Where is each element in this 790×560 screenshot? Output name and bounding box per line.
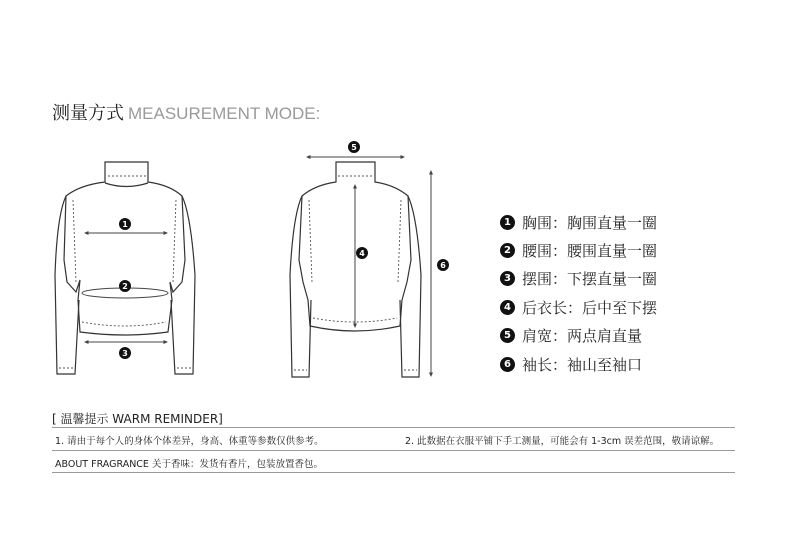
marker-4: 4 [359,249,365,258]
marker-2: 2 [122,282,128,291]
legend-item-back-length [500,293,657,321]
legend-name: 袖长 [522,355,553,374]
reminder-note-3: ABOUT FRAGRANCE 关于香味：发货有香片，包装放置香包。 [55,459,323,470]
legend-description: 袖山至袖口 [567,355,643,374]
legend-item-sleeve [500,350,657,378]
legend-number: 5 [500,328,515,343]
marker-6: 6 [440,261,446,270]
divider [52,450,735,451]
legend-separator: ： [552,327,568,346]
legend-separator: ： [567,298,583,317]
front-stitching [59,176,191,368]
legend-item-hem [500,265,657,293]
reminder-note-1: 1. 请由于每个人的身体个体差异，身高、体重等参数仅供参考。 [55,436,324,447]
divider [52,427,735,428]
legend-description: 腰围直量一圈 [567,242,658,261]
marker-3: 3 [122,349,128,358]
legend-description: 后中至下摆 [582,298,658,317]
reminder-heading: [ 温馨提示 WARM REMINDER] [52,412,223,426]
legend-number: 6 [500,357,515,372]
legend-name: 腰围 [522,242,553,261]
legend-description: 胸围直量一圈 [567,213,658,232]
legend-name: 胸围 [522,213,553,232]
legend-number: 3 [500,271,515,286]
reminder-note-2: 2. 此数据在衣服平铺下手工测量，可能会有 1-3cm 误差范围，敬请谅解。 [405,436,720,447]
legend-separator: ： [552,355,568,374]
legend-separator: ： [552,213,568,232]
measurement-legend [500,208,657,378]
legend-name: 肩宽 [522,327,553,346]
legend-number: 4 [500,300,515,315]
divider [52,472,735,473]
legend-name: 摆围 [522,270,553,289]
legend-description: 两点肩直量 [567,327,643,346]
legend-name: 后衣长 [522,298,568,317]
marker-5: 5 [351,143,357,152]
legend-number: 1 [500,215,515,230]
legend-description: 下摆直量一圈 [567,270,658,289]
legend-item-shoulder [500,322,657,350]
legend-item-waist [500,236,657,264]
marker-1: 1 [122,220,128,229]
legend-item-chest [500,208,657,236]
legend-separator: ： [552,242,568,261]
legend-separator: ： [552,270,568,289]
title-cn: 测量方式 [52,103,124,124]
legend-number: 2 [500,243,515,258]
title-en: MEASUREMENT MODE: [128,104,321,123]
